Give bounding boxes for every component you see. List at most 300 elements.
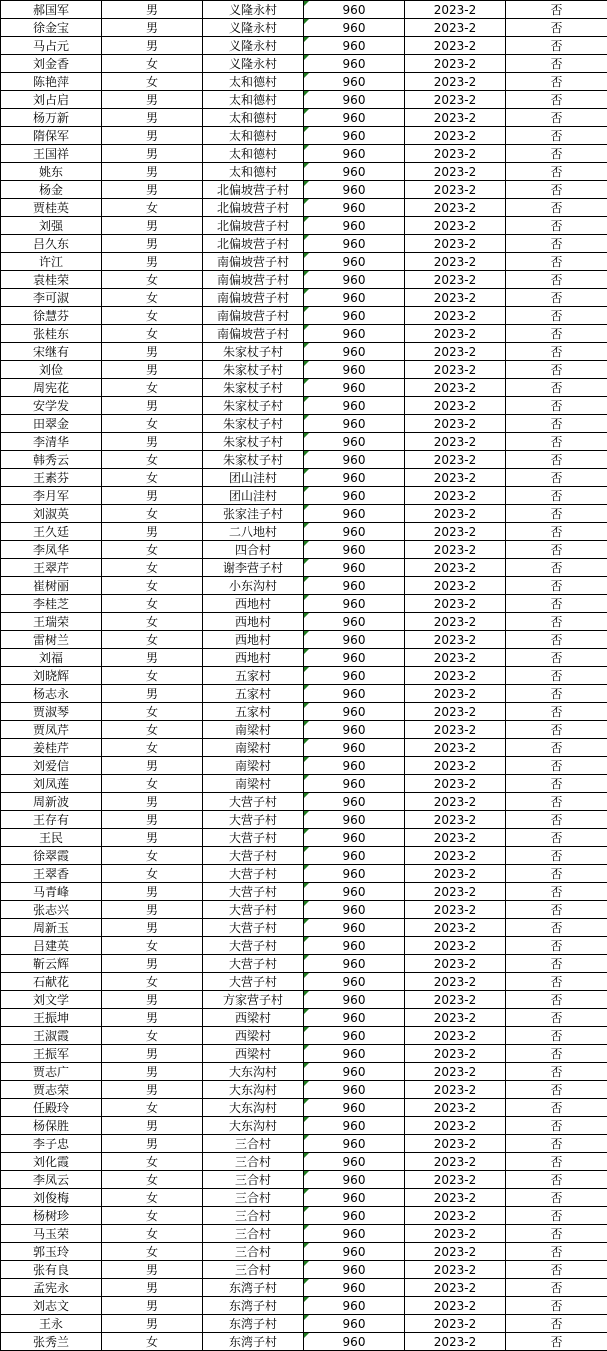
name-cell[interactable]: 杨万新 bbox=[1, 109, 102, 127]
status-cell[interactable]: 否 bbox=[506, 19, 607, 37]
village-cell[interactable]: 南梁村 bbox=[203, 757, 304, 775]
village-cell[interactable]: 方家营子村 bbox=[203, 991, 304, 1009]
gender-cell[interactable]: 男 bbox=[102, 217, 203, 235]
gender-cell[interactable]: 男 bbox=[102, 1279, 203, 1297]
village-cell[interactable]: 西地村 bbox=[203, 595, 304, 613]
gender-cell[interactable]: 女 bbox=[102, 1099, 203, 1117]
gender-cell[interactable]: 男 bbox=[102, 829, 203, 847]
amount-cell[interactable]: 960 bbox=[304, 595, 405, 613]
village-cell[interactable]: 大营子村 bbox=[203, 955, 304, 973]
amount-cell[interactable]: 960 bbox=[304, 1117, 405, 1135]
amount-cell[interactable]: 960 bbox=[304, 1225, 405, 1243]
date-cell[interactable]: 2023-2 bbox=[405, 325, 506, 343]
date-cell[interactable]: 2023-2 bbox=[405, 1153, 506, 1171]
status-cell[interactable]: 否 bbox=[506, 55, 607, 73]
amount-cell[interactable]: 960 bbox=[304, 541, 405, 559]
gender-cell[interactable]: 女 bbox=[102, 307, 203, 325]
date-cell[interactable]: 2023-2 bbox=[405, 1063, 506, 1081]
date-cell[interactable]: 2023-2 bbox=[405, 1261, 506, 1279]
status-cell[interactable]: 否 bbox=[506, 1171, 607, 1189]
name-cell[interactable]: 李凤华 bbox=[1, 541, 102, 559]
status-cell[interactable]: 否 bbox=[506, 379, 607, 397]
gender-cell[interactable]: 女 bbox=[102, 451, 203, 469]
gender-cell[interactable]: 男 bbox=[102, 127, 203, 145]
date-cell[interactable]: 2023-2 bbox=[405, 253, 506, 271]
gender-cell[interactable]: 男 bbox=[102, 1009, 203, 1027]
amount-cell[interactable]: 960 bbox=[304, 397, 405, 415]
date-cell[interactable]: 2023-2 bbox=[405, 55, 506, 73]
date-cell[interactable]: 2023-2 bbox=[405, 775, 506, 793]
status-cell[interactable]: 否 bbox=[506, 199, 607, 217]
date-cell[interactable]: 2023-2 bbox=[405, 145, 506, 163]
date-cell[interactable]: 2023-2 bbox=[405, 541, 506, 559]
date-cell[interactable]: 2023-2 bbox=[405, 757, 506, 775]
name-cell[interactable]: 杨保胜 bbox=[1, 1117, 102, 1135]
gender-cell[interactable]: 男 bbox=[102, 37, 203, 55]
date-cell[interactable]: 2023-2 bbox=[405, 469, 506, 487]
gender-cell[interactable]: 男 bbox=[102, 1, 203, 19]
amount-cell[interactable]: 960 bbox=[304, 739, 405, 757]
name-cell[interactable]: 吕久东 bbox=[1, 235, 102, 253]
date-cell[interactable]: 2023-2 bbox=[405, 595, 506, 613]
status-cell[interactable]: 否 bbox=[506, 145, 607, 163]
date-cell[interactable]: 2023-2 bbox=[405, 1225, 506, 1243]
status-cell[interactable]: 否 bbox=[506, 811, 607, 829]
village-cell[interactable]: 东湾子村 bbox=[203, 1333, 304, 1351]
name-cell[interactable]: 李月军 bbox=[1, 487, 102, 505]
village-cell[interactable]: 南梁村 bbox=[203, 739, 304, 757]
gender-cell[interactable]: 男 bbox=[102, 343, 203, 361]
date-cell[interactable]: 2023-2 bbox=[405, 1189, 506, 1207]
status-cell[interactable]: 否 bbox=[506, 163, 607, 181]
status-cell[interactable]: 否 bbox=[506, 1243, 607, 1261]
amount-cell[interactable]: 960 bbox=[304, 361, 405, 379]
village-cell[interactable]: 朱家杖子村 bbox=[203, 361, 304, 379]
date-cell[interactable]: 2023-2 bbox=[405, 973, 506, 991]
date-cell[interactable]: 2023-2 bbox=[405, 505, 506, 523]
status-cell[interactable]: 否 bbox=[506, 1279, 607, 1297]
status-cell[interactable]: 否 bbox=[506, 523, 607, 541]
amount-cell[interactable]: 960 bbox=[304, 1315, 405, 1333]
name-cell[interactable]: 贾志广 bbox=[1, 1063, 102, 1081]
date-cell[interactable]: 2023-2 bbox=[405, 739, 506, 757]
amount-cell[interactable]: 960 bbox=[304, 1099, 405, 1117]
name-cell[interactable]: 刘福 bbox=[1, 649, 102, 667]
date-cell[interactable]: 2023-2 bbox=[405, 397, 506, 415]
village-cell[interactable]: 西地村 bbox=[203, 631, 304, 649]
amount-cell[interactable]: 960 bbox=[304, 667, 405, 685]
village-cell[interactable]: 南偏坡营子村 bbox=[203, 271, 304, 289]
date-cell[interactable]: 2023-2 bbox=[405, 901, 506, 919]
village-cell[interactable]: 五家村 bbox=[203, 685, 304, 703]
gender-cell[interactable]: 男 bbox=[102, 793, 203, 811]
amount-cell[interactable]: 960 bbox=[304, 811, 405, 829]
amount-cell[interactable]: 960 bbox=[304, 37, 405, 55]
village-cell[interactable]: 太和德村 bbox=[203, 109, 304, 127]
name-cell[interactable]: 刘晓辉 bbox=[1, 667, 102, 685]
amount-cell[interactable]: 960 bbox=[304, 73, 405, 91]
gender-cell[interactable]: 男 bbox=[102, 1081, 203, 1099]
gender-cell[interactable]: 男 bbox=[102, 181, 203, 199]
date-cell[interactable]: 2023-2 bbox=[405, 415, 506, 433]
name-cell[interactable]: 杨志永 bbox=[1, 685, 102, 703]
amount-cell[interactable]: 960 bbox=[304, 1189, 405, 1207]
name-cell[interactable]: 李子忠 bbox=[1, 1135, 102, 1153]
amount-cell[interactable]: 960 bbox=[304, 919, 405, 937]
amount-cell[interactable]: 960 bbox=[304, 685, 405, 703]
gender-cell[interactable]: 女 bbox=[102, 865, 203, 883]
name-cell[interactable]: 杨金 bbox=[1, 181, 102, 199]
gender-cell[interactable]: 女 bbox=[102, 631, 203, 649]
village-cell[interactable]: 三合村 bbox=[203, 1261, 304, 1279]
gender-cell[interactable]: 女 bbox=[102, 289, 203, 307]
village-cell[interactable]: 义隆永村 bbox=[203, 37, 304, 55]
village-cell[interactable]: 团山洼村 bbox=[203, 487, 304, 505]
name-cell[interactable]: 王永 bbox=[1, 1315, 102, 1333]
name-cell[interactable]: 陈艳萍 bbox=[1, 73, 102, 91]
name-cell[interactable]: 王翠香 bbox=[1, 865, 102, 883]
amount-cell[interactable]: 960 bbox=[304, 1333, 405, 1351]
village-cell[interactable]: 二八地村 bbox=[203, 523, 304, 541]
village-cell[interactable]: 东湾子村 bbox=[203, 1297, 304, 1315]
status-cell[interactable]: 否 bbox=[506, 253, 607, 271]
status-cell[interactable]: 否 bbox=[506, 613, 607, 631]
amount-cell[interactable]: 960 bbox=[304, 307, 405, 325]
name-cell[interactable]: 刘志文 bbox=[1, 1297, 102, 1315]
amount-cell[interactable]: 960 bbox=[304, 127, 405, 145]
village-cell[interactable]: 东湾子村 bbox=[203, 1315, 304, 1333]
gender-cell[interactable]: 男 bbox=[102, 919, 203, 937]
village-cell[interactable]: 大营子村 bbox=[203, 793, 304, 811]
gender-cell[interactable]: 女 bbox=[102, 415, 203, 433]
status-cell[interactable]: 否 bbox=[506, 451, 607, 469]
village-cell[interactable]: 四合村 bbox=[203, 541, 304, 559]
status-cell[interactable]: 否 bbox=[506, 973, 607, 991]
name-cell[interactable]: 刘俭 bbox=[1, 361, 102, 379]
date-cell[interactable]: 2023-2 bbox=[405, 181, 506, 199]
gender-cell[interactable]: 男 bbox=[102, 811, 203, 829]
gender-cell[interactable]: 男 bbox=[102, 253, 203, 271]
gender-cell[interactable]: 女 bbox=[102, 505, 203, 523]
date-cell[interactable]: 2023-2 bbox=[405, 865, 506, 883]
amount-cell[interactable]: 960 bbox=[304, 253, 405, 271]
name-cell[interactable]: 周宪花 bbox=[1, 379, 102, 397]
name-cell[interactable]: 贾桂英 bbox=[1, 199, 102, 217]
village-cell[interactable]: 太和德村 bbox=[203, 91, 304, 109]
date-cell[interactable]: 2023-2 bbox=[405, 721, 506, 739]
name-cell[interactable]: 贾凤芹 bbox=[1, 721, 102, 739]
date-cell[interactable]: 2023-2 bbox=[405, 577, 506, 595]
date-cell[interactable]: 2023-2 bbox=[405, 1279, 506, 1297]
date-cell[interactable]: 2023-2 bbox=[405, 163, 506, 181]
date-cell[interactable]: 2023-2 bbox=[405, 631, 506, 649]
date-cell[interactable]: 2023-2 bbox=[405, 199, 506, 217]
gender-cell[interactable]: 女 bbox=[102, 973, 203, 991]
gender-cell[interactable]: 男 bbox=[102, 757, 203, 775]
name-cell[interactable]: 刘化霞 bbox=[1, 1153, 102, 1171]
gender-cell[interactable]: 男 bbox=[102, 883, 203, 901]
amount-cell[interactable]: 960 bbox=[304, 1171, 405, 1189]
amount-cell[interactable]: 960 bbox=[304, 1, 405, 19]
name-cell[interactable]: 郭玉玲 bbox=[1, 1243, 102, 1261]
amount-cell[interactable]: 960 bbox=[304, 1243, 405, 1261]
village-cell[interactable]: 太和德村 bbox=[203, 163, 304, 181]
village-cell[interactable]: 北偏坡营子村 bbox=[203, 217, 304, 235]
date-cell[interactable]: 2023-2 bbox=[405, 343, 506, 361]
name-cell[interactable]: 刘淑英 bbox=[1, 505, 102, 523]
status-cell[interactable]: 否 bbox=[506, 289, 607, 307]
gender-cell[interactable]: 女 bbox=[102, 667, 203, 685]
date-cell[interactable]: 2023-2 bbox=[405, 883, 506, 901]
amount-cell[interactable]: 960 bbox=[304, 343, 405, 361]
name-cell[interactable]: 吕建英 bbox=[1, 937, 102, 955]
amount-cell[interactable]: 960 bbox=[304, 1261, 405, 1279]
name-cell[interactable]: 王国祥 bbox=[1, 145, 102, 163]
date-cell[interactable]: 2023-2 bbox=[405, 1207, 506, 1225]
gender-cell[interactable]: 女 bbox=[102, 1243, 203, 1261]
date-cell[interactable]: 2023-2 bbox=[405, 1, 506, 19]
name-cell[interactable]: 刘文学 bbox=[1, 991, 102, 1009]
village-cell[interactable]: 北偏坡营子村 bbox=[203, 199, 304, 217]
amount-cell[interactable]: 960 bbox=[304, 505, 405, 523]
village-cell[interactable]: 太和德村 bbox=[203, 73, 304, 91]
gender-cell[interactable]: 女 bbox=[102, 1189, 203, 1207]
date-cell[interactable]: 2023-2 bbox=[405, 703, 506, 721]
name-cell[interactable]: 杨树珍 bbox=[1, 1207, 102, 1225]
amount-cell[interactable]: 960 bbox=[304, 721, 405, 739]
name-cell[interactable]: 马青峰 bbox=[1, 883, 102, 901]
village-cell[interactable]: 西地村 bbox=[203, 649, 304, 667]
status-cell[interactable]: 否 bbox=[506, 1207, 607, 1225]
village-cell[interactable]: 朱家杖子村 bbox=[203, 451, 304, 469]
date-cell[interactable]: 2023-2 bbox=[405, 523, 506, 541]
status-cell[interactable]: 否 bbox=[506, 739, 607, 757]
date-cell[interactable]: 2023-2 bbox=[405, 37, 506, 55]
name-cell[interactable]: 刘占启 bbox=[1, 91, 102, 109]
gender-cell[interactable]: 女 bbox=[102, 847, 203, 865]
date-cell[interactable]: 2023-2 bbox=[405, 919, 506, 937]
date-cell[interactable]: 2023-2 bbox=[405, 613, 506, 631]
status-cell[interactable]: 否 bbox=[506, 1063, 607, 1081]
status-cell[interactable]: 否 bbox=[506, 649, 607, 667]
name-cell[interactable]: 王振军 bbox=[1, 1045, 102, 1063]
village-cell[interactable]: 朱家杖子村 bbox=[203, 397, 304, 415]
date-cell[interactable]: 2023-2 bbox=[405, 289, 506, 307]
status-cell[interactable]: 否 bbox=[506, 487, 607, 505]
village-cell[interactable]: 北偏坡营子村 bbox=[203, 181, 304, 199]
gender-cell[interactable]: 女 bbox=[102, 1171, 203, 1189]
village-cell[interactable]: 五家村 bbox=[203, 667, 304, 685]
amount-cell[interactable]: 960 bbox=[304, 613, 405, 631]
status-cell[interactable]: 否 bbox=[506, 1315, 607, 1333]
name-cell[interactable]: 安学发 bbox=[1, 397, 102, 415]
gender-cell[interactable]: 男 bbox=[102, 1315, 203, 1333]
village-cell[interactable]: 南偏坡营子村 bbox=[203, 325, 304, 343]
name-cell[interactable]: 孟宪永 bbox=[1, 1279, 102, 1297]
status-cell[interactable]: 否 bbox=[506, 1333, 607, 1351]
village-cell[interactable]: 五家村 bbox=[203, 703, 304, 721]
status-cell[interactable]: 否 bbox=[506, 217, 607, 235]
status-cell[interactable]: 否 bbox=[506, 847, 607, 865]
date-cell[interactable]: 2023-2 bbox=[405, 1171, 506, 1189]
name-cell[interactable]: 王存有 bbox=[1, 811, 102, 829]
name-cell[interactable]: 王淑霞 bbox=[1, 1027, 102, 1045]
gender-cell[interactable]: 男 bbox=[102, 91, 203, 109]
status-cell[interactable]: 否 bbox=[506, 271, 607, 289]
village-cell[interactable]: 谢李营子村 bbox=[203, 559, 304, 577]
date-cell[interactable]: 2023-2 bbox=[405, 19, 506, 37]
amount-cell[interactable]: 960 bbox=[304, 235, 405, 253]
name-cell[interactable]: 隋保军 bbox=[1, 127, 102, 145]
date-cell[interactable]: 2023-2 bbox=[405, 433, 506, 451]
name-cell[interactable]: 周新玉 bbox=[1, 919, 102, 937]
name-cell[interactable]: 徐慧芬 bbox=[1, 307, 102, 325]
gender-cell[interactable]: 女 bbox=[102, 559, 203, 577]
village-cell[interactable]: 南梁村 bbox=[203, 721, 304, 739]
amount-cell[interactable]: 960 bbox=[304, 181, 405, 199]
gender-cell[interactable]: 女 bbox=[102, 325, 203, 343]
village-cell[interactable]: 团山洼村 bbox=[203, 469, 304, 487]
amount-cell[interactable]: 960 bbox=[304, 271, 405, 289]
village-cell[interactable]: 朱家杖子村 bbox=[203, 379, 304, 397]
village-cell[interactable]: 小东沟村 bbox=[203, 577, 304, 595]
amount-cell[interactable]: 960 bbox=[304, 847, 405, 865]
amount-cell[interactable]: 960 bbox=[304, 631, 405, 649]
name-cell[interactable]: 徐金宝 bbox=[1, 19, 102, 37]
gender-cell[interactable]: 女 bbox=[102, 1207, 203, 1225]
amount-cell[interactable]: 960 bbox=[304, 55, 405, 73]
status-cell[interactable]: 否 bbox=[506, 1189, 607, 1207]
amount-cell[interactable]: 960 bbox=[304, 973, 405, 991]
date-cell[interactable]: 2023-2 bbox=[405, 307, 506, 325]
name-cell[interactable]: 姜桂芹 bbox=[1, 739, 102, 757]
gender-cell[interactable]: 男 bbox=[102, 487, 203, 505]
amount-cell[interactable]: 960 bbox=[304, 199, 405, 217]
date-cell[interactable]: 2023-2 bbox=[405, 91, 506, 109]
amount-cell[interactable]: 960 bbox=[304, 937, 405, 955]
name-cell[interactable]: 刘俊梅 bbox=[1, 1189, 102, 1207]
status-cell[interactable]: 否 bbox=[506, 469, 607, 487]
gender-cell[interactable]: 女 bbox=[102, 271, 203, 289]
amount-cell[interactable]: 960 bbox=[304, 559, 405, 577]
gender-cell[interactable]: 女 bbox=[102, 937, 203, 955]
gender-cell[interactable]: 男 bbox=[102, 1261, 203, 1279]
name-cell[interactable]: 石献花 bbox=[1, 973, 102, 991]
amount-cell[interactable]: 960 bbox=[304, 883, 405, 901]
date-cell[interactable]: 2023-2 bbox=[405, 1297, 506, 1315]
status-cell[interactable]: 否 bbox=[506, 505, 607, 523]
date-cell[interactable]: 2023-2 bbox=[405, 361, 506, 379]
status-cell[interactable]: 否 bbox=[506, 631, 607, 649]
gender-cell[interactable]: 男 bbox=[102, 361, 203, 379]
date-cell[interactable]: 2023-2 bbox=[405, 1099, 506, 1117]
village-cell[interactable]: 大营子村 bbox=[203, 919, 304, 937]
amount-cell[interactable]: 960 bbox=[304, 829, 405, 847]
village-cell[interactable]: 义隆永村 bbox=[203, 19, 304, 37]
village-cell[interactable]: 太和德村 bbox=[203, 145, 304, 163]
status-cell[interactable]: 否 bbox=[506, 307, 607, 325]
status-cell[interactable]: 否 bbox=[506, 703, 607, 721]
amount-cell[interactable]: 960 bbox=[304, 775, 405, 793]
status-cell[interactable]: 否 bbox=[506, 1117, 607, 1135]
gender-cell[interactable]: 女 bbox=[102, 55, 203, 73]
status-cell[interactable]: 否 bbox=[506, 559, 607, 577]
amount-cell[interactable]: 960 bbox=[304, 1009, 405, 1027]
gender-cell[interactable]: 男 bbox=[102, 145, 203, 163]
village-cell[interactable]: 南偏坡营子村 bbox=[203, 253, 304, 271]
village-cell[interactable]: 大东沟村 bbox=[203, 1099, 304, 1117]
status-cell[interactable]: 否 bbox=[506, 757, 607, 775]
amount-cell[interactable]: 960 bbox=[304, 433, 405, 451]
gender-cell[interactable]: 男 bbox=[102, 685, 203, 703]
date-cell[interactable]: 2023-2 bbox=[405, 667, 506, 685]
gender-cell[interactable]: 女 bbox=[102, 613, 203, 631]
status-cell[interactable]: 否 bbox=[506, 1297, 607, 1315]
name-cell[interactable]: 任殿玲 bbox=[1, 1099, 102, 1117]
name-cell[interactable]: 许江 bbox=[1, 253, 102, 271]
date-cell[interactable]: 2023-2 bbox=[405, 109, 506, 127]
status-cell[interactable]: 否 bbox=[506, 883, 607, 901]
village-cell[interactable]: 南偏坡营子村 bbox=[203, 289, 304, 307]
status-cell[interactable]: 否 bbox=[506, 1045, 607, 1063]
date-cell[interactable]: 2023-2 bbox=[405, 1045, 506, 1063]
village-cell[interactable]: 大营子村 bbox=[203, 829, 304, 847]
status-cell[interactable]: 否 bbox=[506, 1099, 607, 1117]
amount-cell[interactable]: 960 bbox=[304, 469, 405, 487]
village-cell[interactable]: 西梁村 bbox=[203, 1009, 304, 1027]
village-cell[interactable]: 大营子村 bbox=[203, 883, 304, 901]
status-cell[interactable]: 否 bbox=[506, 829, 607, 847]
name-cell[interactable]: 田翠金 bbox=[1, 415, 102, 433]
status-cell[interactable]: 否 bbox=[506, 1135, 607, 1153]
amount-cell[interactable]: 960 bbox=[304, 289, 405, 307]
gender-cell[interactable]: 男 bbox=[102, 109, 203, 127]
date-cell[interactable]: 2023-2 bbox=[405, 271, 506, 289]
date-cell[interactable]: 2023-2 bbox=[405, 991, 506, 1009]
status-cell[interactable]: 否 bbox=[506, 1225, 607, 1243]
name-cell[interactable]: 马玉荣 bbox=[1, 1225, 102, 1243]
status-cell[interactable]: 否 bbox=[506, 1009, 607, 1027]
village-cell[interactable]: 义隆永村 bbox=[203, 1, 304, 19]
date-cell[interactable]: 2023-2 bbox=[405, 559, 506, 577]
status-cell[interactable]: 否 bbox=[506, 1027, 607, 1045]
status-cell[interactable]: 否 bbox=[506, 775, 607, 793]
name-cell[interactable]: 李清华 bbox=[1, 433, 102, 451]
name-cell[interactable]: 姚东 bbox=[1, 163, 102, 181]
status-cell[interactable]: 否 bbox=[506, 343, 607, 361]
date-cell[interactable]: 2023-2 bbox=[405, 451, 506, 469]
amount-cell[interactable]: 960 bbox=[304, 1279, 405, 1297]
status-cell[interactable]: 否 bbox=[506, 235, 607, 253]
amount-cell[interactable]: 960 bbox=[304, 577, 405, 595]
name-cell[interactable]: 靳云辉 bbox=[1, 955, 102, 973]
status-cell[interactable]: 否 bbox=[506, 127, 607, 145]
name-cell[interactable]: 张桂东 bbox=[1, 325, 102, 343]
amount-cell[interactable]: 960 bbox=[304, 865, 405, 883]
name-cell[interactable]: 周新波 bbox=[1, 793, 102, 811]
status-cell[interactable]: 否 bbox=[506, 109, 607, 127]
village-cell[interactable]: 大营子村 bbox=[203, 901, 304, 919]
date-cell[interactable]: 2023-2 bbox=[405, 1117, 506, 1135]
gender-cell[interactable]: 女 bbox=[102, 1153, 203, 1171]
amount-cell[interactable]: 960 bbox=[304, 1135, 405, 1153]
gender-cell[interactable]: 女 bbox=[102, 199, 203, 217]
status-cell[interactable]: 否 bbox=[506, 901, 607, 919]
status-cell[interactable]: 否 bbox=[506, 37, 607, 55]
gender-cell[interactable]: 男 bbox=[102, 397, 203, 415]
name-cell[interactable]: 张志兴 bbox=[1, 901, 102, 919]
name-cell[interactable]: 韩秀云 bbox=[1, 451, 102, 469]
